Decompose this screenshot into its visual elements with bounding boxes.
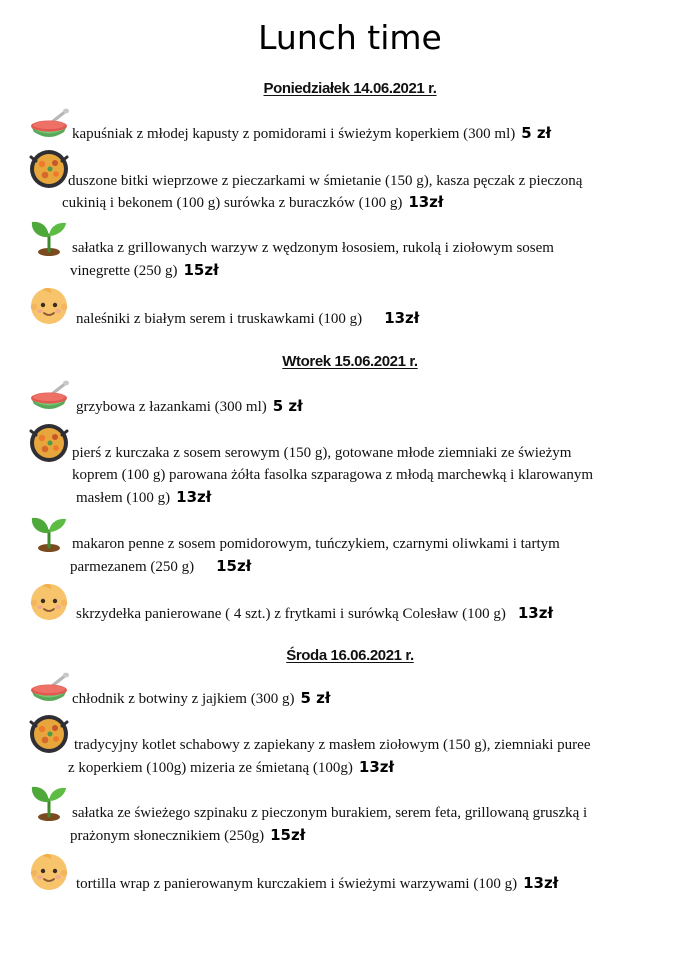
item-price: 13zł bbox=[408, 193, 444, 211]
item-line: sałatka z grillowanych warzyw z wędzonym łososiem, rukolą i ziołowym sosem bbox=[72, 240, 554, 256]
item-price: 13zł bbox=[384, 309, 420, 327]
item-line: cukinią i bekonem (100 g) surówka z buraczków (100 g) bbox=[62, 195, 403, 211]
item-line: makaron penne z sosem pomidorowym, tuńczykiem, czarnymi oliwkami i tartym bbox=[72, 536, 560, 552]
item-price: 13zł bbox=[517, 604, 554, 622]
item-line: masłem (100 g) bbox=[76, 490, 171, 506]
item-price: 13zł bbox=[176, 488, 212, 506]
item-price: 5 zł bbox=[272, 397, 303, 415]
item-price: 15zł bbox=[216, 557, 252, 575]
item-line: z koperkiem (100g) mizeria ze śmietaną (100g) bbox=[68, 760, 353, 776]
paella-pan-icon bbox=[28, 421, 70, 463]
item-line: kapuśniak z młodej kapusty z pomidorami i świeżym koperkiem (300 ml) bbox=[72, 126, 516, 142]
soup-bowl-icon bbox=[28, 106, 70, 148]
item-line: koprem (100 g) parowana żółta fasolka szparagowa z młodą marchewką i klarowanym bbox=[72, 467, 594, 483]
seedling-icon bbox=[28, 215, 70, 257]
soup-bowl-icon bbox=[28, 670, 70, 712]
item-line: vinegrette (250 g) bbox=[70, 263, 178, 279]
item-price: 13zł bbox=[358, 758, 395, 776]
item-line: pierś z kurczaka z sosem serowym (150 g), gotowane młode ziemniaki ze świeżym bbox=[72, 445, 572, 461]
item-line: parmezanem (250 g) bbox=[70, 559, 195, 575]
day-heading: Wtorek 15.06.2021 r. bbox=[282, 353, 418, 370]
baby-face-icon bbox=[28, 580, 70, 622]
item-line: tortilla wrap z panierowanym kurczakiem i świeżymi warzywami (100 g) bbox=[76, 876, 518, 892]
seedling-icon bbox=[28, 780, 70, 822]
item-price: 15zł bbox=[183, 261, 219, 279]
baby-face-icon bbox=[28, 850, 70, 892]
page-title: Lunch time bbox=[258, 18, 442, 57]
item-line: chłodnik z botwiny z jajkiem (300 g) bbox=[72, 691, 295, 707]
paella-pan-icon bbox=[28, 712, 70, 754]
item-price: 5 zł bbox=[521, 124, 552, 142]
day-heading: Poniedziałek 14.06.2021 r. bbox=[263, 80, 437, 97]
paella-pan-icon bbox=[28, 147, 70, 189]
seedling-icon bbox=[28, 511, 70, 553]
item-price: 5 zł bbox=[300, 689, 331, 707]
baby-face-icon bbox=[28, 284, 70, 326]
item-price: 13zł bbox=[523, 874, 559, 892]
item-price: 15zł bbox=[270, 826, 306, 844]
item-line: naleśniki z białym serem i truskawkami (100 g) bbox=[76, 311, 363, 327]
item-line: sałatka ze świeżego szpinaku z pieczonym burakiem, serem feta, grillowaną gruszką i bbox=[72, 805, 588, 821]
soup-bowl-icon bbox=[28, 378, 70, 420]
item-line: prażonym słonecznikiem (250g) bbox=[70, 828, 265, 844]
item-line: duszone bitki wieprzowe z pieczarkami w śmietanie (150 g), kasza pęczak z pieczoną bbox=[68, 173, 583, 189]
day-heading: Środa 16.06.2021 r. bbox=[286, 647, 414, 664]
item-line: skrzydełka panierowane ( 4 szt.) z frytkami i surówką Colesław (100 g) bbox=[76, 606, 506, 622]
item-line: tradycyjny kotlet schabowy z zapiekany z masłem ziołowym (150 g), ziemniaki puree bbox=[74, 737, 591, 753]
item-line: grzybowa z łazankami (300 ml) bbox=[76, 399, 267, 415]
